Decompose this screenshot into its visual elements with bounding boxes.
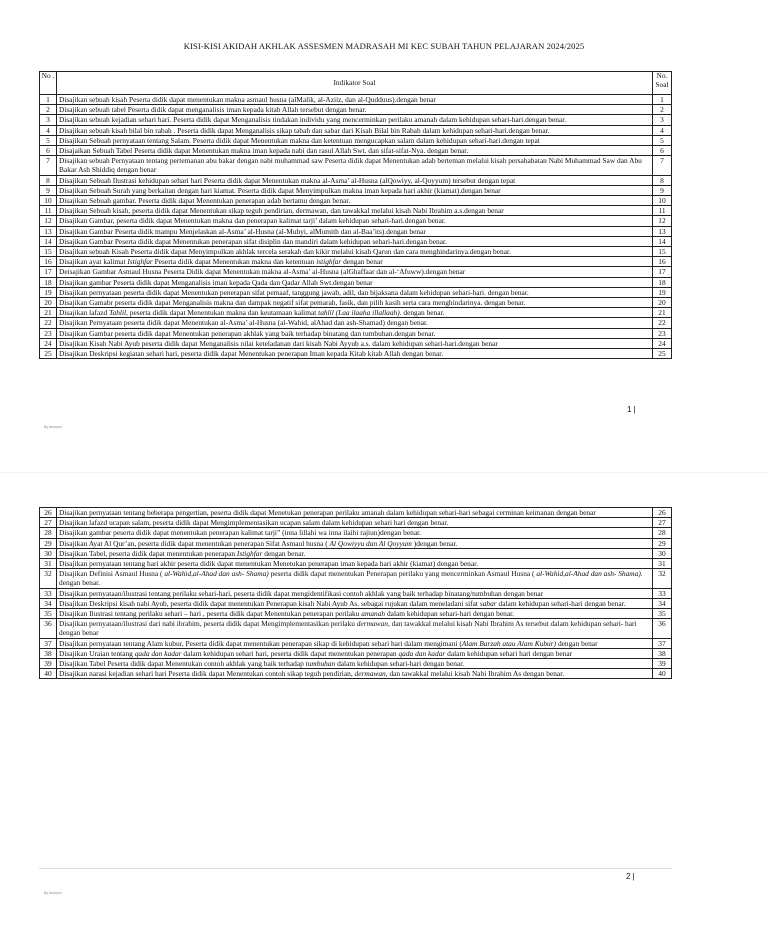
footer-mark-2: By Anonym [44,891,62,895]
soal-number: 27 [653,518,672,528]
soal-number: 3 [653,115,672,125]
row-number: 24 [40,338,57,348]
indikator-text [57,308,653,318]
kisi-kisi-table-page-2 [39,507,672,679]
indikator-text [57,638,653,648]
indikator-text: Disajikan pernyataan peserta didik dapat Menentukan penerapan sifat pemaaf, tanggung jawab, adil, dan bijaksana dalam kehidupan sehari-hari. dengan benar. [57,287,653,297]
indikator-text: Disajikan Sebuah Ilustrasi kehidupan sehari hari Peserta didik dapat Menentukan makna al-Asma’ al-Husna (alQowiyy, al-Qoyyum) tersebut dengan tepat [57,175,653,185]
indikator-text-part: Al Qowiyyu dan Al Qoyyum [329,538,412,548]
indikator-text: Disajikan pernyataan/ilustrasi tentang perilaku sehari-hari, peserta didik dapat mengidentifikasi contoh akhlak yang baik terhadap binatang/tumbuhan dengan benar [57,588,653,598]
row-number: 7 [40,156,57,175]
indikator-text: Disajikan Gamabr peserta didik dapat Menganalisis makna dan dampak negatif sifat pemarah, fasik, dan pilih kasih serta cara menghindarinya. dengan benar. [57,298,653,308]
table-body-page-1 [40,95,672,359]
soal-number: 2 [653,105,672,115]
table-row [40,298,672,308]
indikator-text: Disajikan Gambar peserta didik dapat Menentukan penerapan akhlak yang baik terhadap binatang dan tumbuhan.dengan benar. [57,328,653,338]
row-number: 16 [40,257,57,267]
soal-number: 29 [653,538,672,548]
table-row [40,538,672,548]
table-row [40,146,672,156]
indikator-text: Disajikan pernyataan tentang hari akhir peserta didik dapat menentukan Menetukan penerapan iman kepada hari akhir (kiamat) dengan benar. [57,559,653,569]
indikator-text: Disajikan Sebuah pernyataan tentang Salam. Peserta didik dapat Menentukan makna dan ketentuan mengucapkan salam dalam kehidupan sehari-hari.dengan tepat [57,135,653,145]
soal-number: 20 [653,298,672,308]
indikator-text-part: qada dan kadar [134,648,182,658]
indikator-text-part: dengan benar [556,638,598,648]
indikator-text-part: amanah [361,609,386,619]
table-row [40,528,672,538]
indikator-text-part: Tahlil, [109,308,128,318]
indikator-text: Disajikan sebuah tabel Peserta didik dapat menganalisis iman kepada kitab Allah tersebut dengan benar. [57,105,653,115]
row-number: 27 [40,518,57,528]
page-separator [0,472,768,473]
row-number: 19 [40,287,57,297]
indikator-text-part: dalam kehidupan sehari-hari dengan benar. [496,598,626,608]
soal-number: 38 [653,648,672,658]
row-number: 33 [40,588,57,598]
row-number: 30 [40,548,57,558]
table-row [40,236,672,246]
kisi-kisi-table-page-1 [39,71,672,359]
indikator-text [57,569,653,588]
indikator-text [57,548,653,558]
table-row [40,648,672,658]
indikator-text-part: Disajikan Ayat Al Qur’an, peserta didik dapat menentukan penerapan Sifat Asmaul husna ( [59,538,330,548]
indikator-text-part: Disajikan narasi kejadian sehari hari Peserta didik dapat Menentukan contoh sikap teguh pendirian, [59,669,355,679]
indikator-text-part: dermawan, [354,669,388,679]
soal-number: 22 [653,318,672,328]
row-number: 11 [40,206,57,216]
indikator-text-part: dan tawakkal melalui kisah Nabi Ibrahim As dengan benar. [387,669,565,679]
indikator-text: Disajikan sebuah kisah Peserta didik dapat menentukan makna asmaul husna (alMalik, al-Aziiz, dan al-Qudduus).dengan benar [57,95,653,105]
indikator-text [57,619,653,638]
soal-number: 28 [653,528,672,538]
row-number: 38 [40,648,57,658]
indikator-text-part: Disajikan pernyataan/ilustrasi dari nabi ibrahim, peserta didik dapat Mengimplementasikan perilaku [59,619,357,629]
table-row [40,659,672,669]
soal-number: 34 [653,598,672,608]
row-number: 36 [40,619,57,638]
indikator-text [57,598,653,608]
table-row [40,196,672,206]
soal-number: 7 [653,156,672,175]
indikator-text: Disajikan Sebuah kisah, peserta didik dapat Menentukan sikap teguh pendirian, dermawan, dan tawakkal melalui kisah Nabi Ibrahim a.s.dengan benar [57,206,653,216]
table-row [40,349,672,359]
indikator-text [57,659,653,669]
table-row [40,318,672,328]
header-no-soal: No. Soal [653,72,672,95]
indikator-text-part: dan tawakkal melalui kisah Nabi Ibrahim As tersebut dalam kehidupan sehari- hari dengan benar [59,619,637,638]
soal-number: 24 [653,338,672,348]
row-number: 25 [40,349,57,359]
indikator-text-part: qada dan kadar [398,648,446,658]
row-number: 8 [40,175,57,185]
row-number: 37 [40,638,57,648]
table-row [40,247,672,257]
indikator-text-part: Disajikan Deskripsi kisah nabi Ayub, peserta didik dapat menentukan Penerapan kisah Nabi Ayub As. sebagai rujukan dalam meneladani sifat [59,598,480,608]
soal-number: 18 [653,277,672,287]
table-row [40,105,672,115]
table-row [40,338,672,348]
indikator-text: Disajikan pernyataan tentang beberapa pengertian, peserta didik dapat Menetukan penerapan perilaku amanah dalam kehidupan sehari-hari sebagai cerminan keimanan dengan benar [57,508,653,518]
indikator-text: Disajikan gambar Peserta didik dapat Menganalisis iman kepada Qada dan Qadar Allah Swt.dengan benar [57,277,653,287]
table-row [40,638,672,648]
row-number: 9 [40,185,57,195]
soal-number: 33 [653,588,672,598]
soal-number: 39 [653,659,672,669]
soal-number: 26 [653,508,672,518]
indikator-text-part: dalam kehidupan sehari-hari dengan benar. [335,659,465,669]
row-number: 18 [40,277,57,287]
indikator-text-part: dalam kehidupan sehari hari, peserta didik dapat menentukan penerapan [181,648,399,658]
indikator-text: Disajikan Pernyataan peserta didik dapat Menentukan al-Asma’ al-Husna (al-Wahid, alAhad dan ash-Shamad) dengan benar. [57,318,653,328]
header-indikator: Indikator Soal [57,72,653,95]
soal-number: 14 [653,236,672,246]
table-row [40,185,672,195]
soal-number: 37 [653,638,672,648]
indikator-text-part: Disajikan Uraian tentang [59,648,135,658]
soal-number: 17 [653,267,672,277]
indikator-text-part: Istighfar [127,257,153,267]
table-row [40,588,672,598]
row-number: 23 [40,328,57,338]
indikator-text: Disajikan gambar peserta didik dapat menentukan penerapan kalimat tarji” (inna lillahi wa inna ilaihi rajiun)dengan benar. [57,528,653,538]
indikator-text-part: Alam Barzah atau Alam Kubur) [461,638,557,648]
indikator-text-part: dengan benar [341,257,383,267]
row-number: 32 [40,569,57,588]
indikator-text-part: dalam kehidupan sehari-hari dengan benar. [385,609,514,619]
page-number-2: 2 | [626,872,635,881]
soal-number: 16 [653,257,672,267]
indikator-text-part: Peserta didik dapat Menentukan makna dan ketentuan [152,257,317,267]
row-number: 21 [40,308,57,318]
soal-number: 36 [653,619,672,638]
soal-number: 13 [653,226,672,236]
soal-number: 9 [653,185,672,195]
indikator-text [57,257,653,267]
row-number: 35 [40,609,57,619]
indikator-text: Disajaikan Sebuah Tabel Peserta didik dapat Menentukan makna iman kepada nabi dan rasul Allah Swt. dan sifat-sifat-Nya. dengan benar. [57,146,653,156]
indikator-text-part: dengan benar. [59,578,101,588]
indikator-text: Disajikan lafazd ucapan salam, peserta didik dapat Mengimplementasikan ucapan salam dalam kehidupan sehari hari dengan benar. [57,518,653,528]
table-row [40,125,672,135]
indikator-text-part: peserta didik dapat menentukan Penerapan perilaku yang mencerminkan Asmaul Husna ( [268,569,537,579]
row-number: 4 [40,125,57,135]
row-number: 3 [40,115,57,125]
soal-number: 5 [653,135,672,145]
indikator-text: Disajikan Gambar, peserta didik dapat Menentukan makna dan penerapan kalimat tarji’ dalam kehidupan sehari-hari.dengan benar. [57,216,653,226]
table-row [40,206,672,216]
indikator-text: Disajikan Sebuah gambar. Peserta didik dapat Menentukan penerapan adab bertamu dengan benar. [57,196,653,206]
page-number-1: 1 | [627,405,636,414]
row-number: 15 [40,247,57,257]
row-number: 39 [40,659,57,669]
row-number: 40 [40,669,57,679]
indikator-text-part: Istighfar [236,548,263,558]
table-row [40,135,672,145]
row-number: 5 [40,135,57,145]
row-number: 31 [40,559,57,569]
row-number: 14 [40,236,57,246]
table-row [40,267,672,277]
table-row [40,548,672,558]
table-row [40,287,672,297]
indikator-text-part: dalam kehidupan sehari hari dengan benar [445,648,573,658]
soal-number: 15 [653,247,672,257]
table-row [40,95,672,105]
table-row [40,508,672,518]
table-row [40,328,672,338]
indikator-text-part: dengan benar. [262,548,306,558]
row-number: 28 [40,528,57,538]
header-no: No . [40,72,57,95]
table-row [40,609,672,619]
soal-number: 25 [653,349,672,359]
indikator-text: Disajikan sebuah Pernyataan tentang pertemanan abu bakar dengan nabi muhammad saw Peserta didik dapat Menentukan adab berteman melalui kisah persahabatan Nabi Muhammad Saw dan Abu Bakar Ash Shiddiq dengan benar [57,156,653,175]
soal-number: 19 [653,287,672,297]
indikator-text [57,669,653,679]
row-number: 29 [40,538,57,548]
indikator-text-part: al-Wahid,al-Ahad dan ash- Shama) [164,569,269,579]
table-body-page-2 [40,508,672,679]
soal-number: 12 [653,216,672,226]
soal-number: 23 [653,328,672,338]
soal-number: 1 [653,95,672,105]
indikator-text-part: tahlil (Laa ilaaha illallaah). [318,308,402,318]
indikator-text-part: )dengan benar. [411,538,458,548]
indikator-text-part: Disajikan pernyataan tentang Alam kubur, Peserta didik dapat menentukan penerapan sikap di kehidupan sehari hari dalam mengimani ( [59,638,462,648]
row-number: 22 [40,318,57,328]
indikator-text-part: al-Wahid,al-Ahad dan ash- Shama). [536,569,643,579]
row-number: 12 [40,216,57,226]
soal-number: 11 [653,206,672,216]
table-row [40,175,672,185]
soal-number: 31 [653,559,672,569]
soal-number: 30 [653,548,672,558]
soal-number: 10 [653,196,672,206]
indikator-text-part: Disajikan Ilustrasi tentang perilaku sehari – hari , peserta didik dapat Menentukan penerapan perilaku [59,609,362,619]
indikator-text-part: tumbuhan [305,659,336,669]
indikator-text [57,648,653,658]
indikator-text-part: Disajikan Tabel, peserta didik dapat menentukan penerapan [59,548,237,558]
soal-number: 8 [653,175,672,185]
soal-number: 40 [653,669,672,679]
table-row [40,518,672,528]
table-row [40,559,672,569]
row-number: 1 [40,95,57,105]
indikator-text-part: istighfar [316,257,342,267]
soal-number: 32 [653,569,672,588]
indikator-text: Disajikan Sebuah Surah yang berkaitan dengan hari kiamat. Peserta didik dapat Menyimpulkan makna iman kepada hari akhir (kiamat).dengan benar [57,185,653,195]
indikator-text-part: Disajikan ayat kalimat [59,257,128,267]
indikator-text-part: Disajikan Definisi Asmaul Husna ( [59,569,165,579]
table-row [40,619,672,638]
indikator-text-part: Disajikan lafazd [59,308,110,318]
indikator-text: Disajikan sebuah Kisah Peserta didik dapat Menyimpulkan akhlak tercela serakah dan kikir melalui kisah Qarun dan cara menghindarinya.dengan benar. [57,247,653,257]
row-number: 20 [40,298,57,308]
soal-number: 6 [653,146,672,156]
row-number: 6 [40,146,57,156]
indikator-text-part: dengan benar. [401,308,445,318]
indikator-text: Disajikan Kisah Nabi Ayub peserta didik dapat Menganalisis nilai keteladanan dari kisah Nabi Ayyub a.s. dalam kehidupan sehari-hari.dengan benar [57,338,653,348]
indikator-text-part: peserta didik dapat Menentukan makna dan keutamaan kalimat [127,308,319,318]
soal-number: 35 [653,609,672,619]
footer-line [39,868,672,869]
row-number: 34 [40,598,57,608]
row-number: 10 [40,196,57,206]
table-row [40,569,672,588]
indikator-text: Deisajikan Gambar Asmaul Husna Peserta Didik dapat Menentukan makna al-Asma’ al-Husna (alGhaffaar dan al-‘Afuww).dengan benar [57,267,653,277]
table-row [40,156,672,175]
table-row [40,216,672,226]
table-row [40,115,672,125]
indikator-text: Disajikan Gambar Peserta didik mampu Menjelaskan al-Asma’ al-Husna (al-Muhyi, alMumith dan al-Baa’its).dengan benar [57,226,653,236]
table-row [40,277,672,287]
table-header-row [40,72,672,95]
indikator-text-part: dermawan, [356,619,390,629]
footer-mark-1: By Anonym [44,425,62,429]
indikator-text: Disajikan sebuah kejadian sehari hari. Peserta didik dapat Menganalisis tindakan individu yang mencerminkan perilaku amanah dalam kehidupan sehari-hari.dengan benar. [57,115,653,125]
indikator-text: Disajikan Gambar Peserta didik dapat Menentukan penerapan sifat disiplin dan mandiri dalam kehidupan sehari-hari.dengan benar. [57,236,653,246]
table-row [40,257,672,267]
soal-number: 4 [653,125,672,135]
soal-number: 21 [653,308,672,318]
indikator-text: Disajikan sebuah kisah bilal bin rabah . Peserta didik dapat Menganalisis sikap tabah dan sabar dari Kisah Bilal bin Rabah dalam kehidupan sehari-hari.dengan benar. [57,125,653,135]
row-number: 13 [40,226,57,236]
page-title: KISI-KISI AKIDAH AKHLAK ASSESMEN MADRASAH MI KEC SUBAH TAHUN PELAJARAN 2024/2025 [183,41,585,51]
indikator-text [57,609,653,619]
row-number: 2 [40,105,57,115]
indikator-text-part: Disajikan Tabel Peserta didik dapat Menentukan contoh akhlak yang baik terhadap [59,659,306,669]
row-number: 26 [40,508,57,518]
indikator-text-part: sabar [479,598,497,608]
table-row [40,308,672,318]
table-row [40,669,672,679]
indikator-text: Disajikan Deskripsi kegiatan sehari hari, peserta didik dapat Menentukan penerapan Iman kepada Kitab kitab Allah dengan benar. [57,349,653,359]
row-number: 17 [40,267,57,277]
table-row [40,226,672,236]
indikator-text [57,538,653,548]
table-row [40,598,672,608]
